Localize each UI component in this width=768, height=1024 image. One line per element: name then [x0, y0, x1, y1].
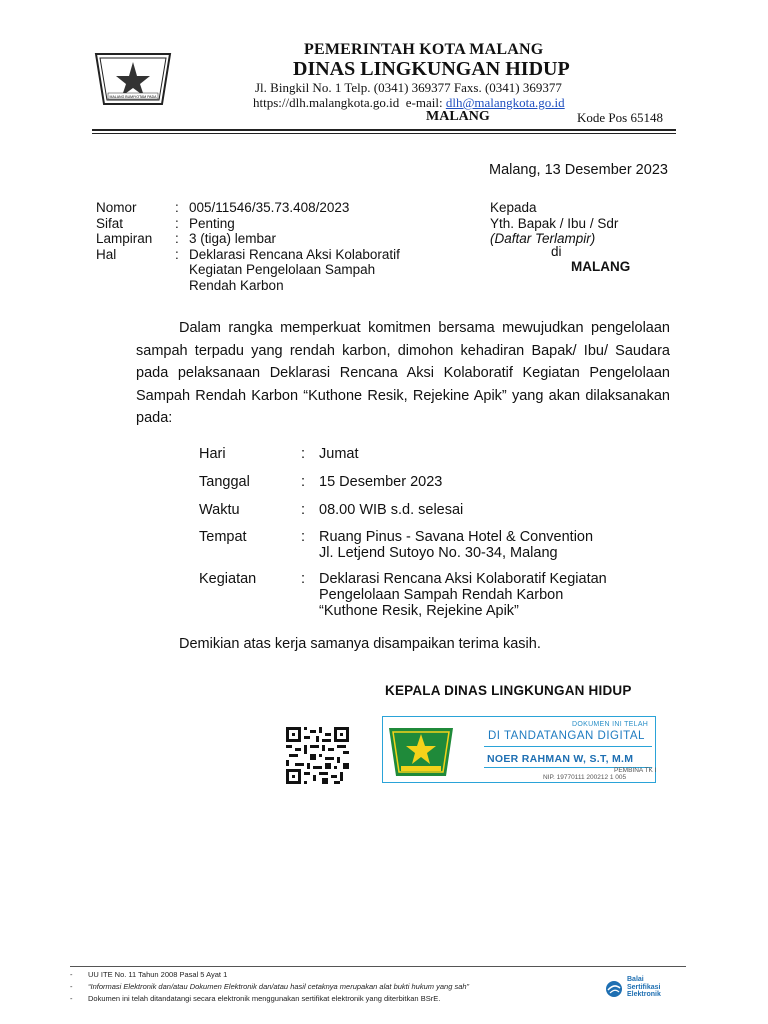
footer-law: UU ITE No. 11 Tahun 2008 Pasal 5 Ayat 1 — [88, 970, 228, 979]
hal-line: Rendah Karbon — [189, 277, 284, 293]
email-link[interactable]: dlh@malangkota.go.id — [445, 95, 565, 110]
sifat-value: Penting — [189, 215, 235, 231]
footer-bullet: - — [70, 982, 73, 991]
header-divider-thin — [92, 133, 676, 134]
hal-label: Hal — [96, 246, 117, 262]
header-divider-thick — [92, 129, 676, 131]
city-emblem-color-icon — [386, 724, 456, 780]
qr-code[interactable] — [286, 727, 349, 784]
footer-note: Dokumen ini telah ditandatangi secara elektronik menggunakan sertifikat elektronik yang diterbitkan BSrE. — [88, 994, 441, 1003]
colon: : — [175, 246, 179, 262]
waktu-value: 08.00 WIB s.d. selesai — [319, 502, 464, 518]
signatory-title: KEPALA DINAS LINGKUNGAN HIDUP — [385, 683, 632, 698]
kegiatan-line: “Kuthone Resik, Rejekine Apik” — [319, 603, 519, 619]
nomor-value: 005/11546/35.73.408/2023 — [189, 200, 350, 215]
di-label: di — [551, 244, 562, 259]
kepada-label: Kepada — [490, 200, 537, 215]
footer-bullet: - — [70, 994, 73, 1003]
city-emblem-logo — [92, 46, 174, 114]
tempat-label: Tempat — [199, 529, 247, 545]
kegiatan-label: Kegiatan — [199, 571, 257, 587]
tempat-line: Jl. Letjend Sutoyo No. 30-34, Malang — [319, 545, 558, 561]
office-address: Jl. Bingkil No. 1 Telp. (0341) 369377 Faxs. (0341) 369377 — [255, 80, 562, 95]
footer-bullet: - — [70, 970, 73, 979]
footer-quote: “Informasi Elektronik dan/atau Dokumen Elektronik dan/atau hasil cetaknya merupakan alat bukti hukum yang sah” — [88, 982, 470, 991]
letter-date: Malang, 13 Desember 2023 — [489, 162, 668, 178]
signer-rank: PEMBINA TK I — [614, 767, 657, 774]
postal-code: Kode Pos 65148 — [577, 110, 663, 125]
signer-nip: NIP. 19770111 200212 1 005 — [543, 774, 627, 781]
closing-sentence: Demikian atas kerja samanya disampaikan terima kasih. — [179, 636, 541, 652]
bsre-label — [627, 976, 661, 999]
sifat-label: Sifat — [96, 215, 124, 231]
tanggal-value: 15 Desember 2023 — [319, 474, 443, 490]
meta-labels — [96, 200, 152, 262]
colon: : — [301, 529, 306, 545]
colon: : — [301, 571, 306, 587]
recipient-block — [490, 200, 618, 247]
recipient-city: MALANG — [571, 259, 631, 274]
email-label: e-mail: — [405, 95, 443, 110]
emblem-caption: MALANG BUMIYOTAM PADA — [109, 95, 157, 99]
meta-values — [189, 200, 400, 293]
footer-divider — [70, 966, 686, 967]
hal-line: Kegiatan Pengelolaan Sampah — [189, 262, 376, 277]
waktu-label: Waktu — [199, 502, 240, 518]
contact-line — [253, 95, 565, 111]
body-paragraph: Dalam rangka memperkuat komitmen bersama mewujudkan pengelolaan sampah terpadu yang rendah karbon, dimohon kehadiran Bapak/ Ibu/ Saudara pada pelaksanaan Deklarasi Rencana Aksi Kolaboratif Kegiatan Pengelolaan Sampah Rendah Karbon “Kuthone Resik, Rejekine Apik” yang akan dilaksanakan pada: — [136, 320, 670, 426]
hal-line: Deklarasi Rencana Aksi Kolaboratif — [189, 246, 400, 262]
tempat-value — [319, 529, 593, 561]
bsre-logo-icon — [604, 980, 624, 998]
colon: : — [175, 200, 179, 215]
tanggal-label: Tanggal — [199, 474, 250, 490]
bsre-line: Elektronik — [627, 991, 661, 998]
colon: : — [301, 502, 306, 518]
hari-value: Jumat — [319, 446, 359, 462]
signature-status: DI TANDATANGAN DIGITAL — [488, 730, 645, 742]
hari-label: Hari — [199, 446, 226, 462]
kegiatan-line: Pengelolaan Sampah Rendah Karbon — [319, 587, 564, 603]
government-name: PEMERINTAH KOTA MALANG — [304, 41, 544, 58]
signature-divider — [484, 746, 652, 747]
meta-colons — [175, 200, 179, 262]
signer-name: NOER RAHMAN W, S.T, M.M — [487, 753, 634, 765]
bsre-line: Sertifikasi — [627, 983, 661, 991]
nomor-label: Nomor — [96, 200, 137, 215]
tempat-line: Ruang Pinus - Savana Hotel & Convention — [319, 529, 594, 545]
colon: : — [301, 446, 306, 462]
kegiatan-value — [319, 571, 607, 619]
header-city: MALANG — [426, 109, 490, 124]
kegiatan-line: Deklarasi Rencana Aksi Kolaboratif Kegiatan — [319, 571, 607, 587]
lampiran-label: Lampiran — [96, 231, 153, 246]
lampiran-value: 3 (tiga) lembar — [189, 231, 277, 246]
colon: : — [175, 231, 179, 246]
hal-value — [189, 247, 400, 294]
recipient-salutation: Yth. Bapak / Ibu / Sdr — [490, 215, 619, 231]
colon: : — [301, 474, 306, 490]
recipient-list-note: (Daftar Terlampir) — [490, 231, 596, 246]
department-name: DINAS LINGKUNGAN HIDUP — [293, 58, 570, 80]
colon: : — [175, 215, 179, 231]
signature-note: DOKUMEN INI TELAH — [572, 721, 649, 728]
website-url[interactable]: https://dlh.malangkota.go.id — [253, 95, 400, 110]
bsre-line: Balai — [627, 976, 644, 983]
